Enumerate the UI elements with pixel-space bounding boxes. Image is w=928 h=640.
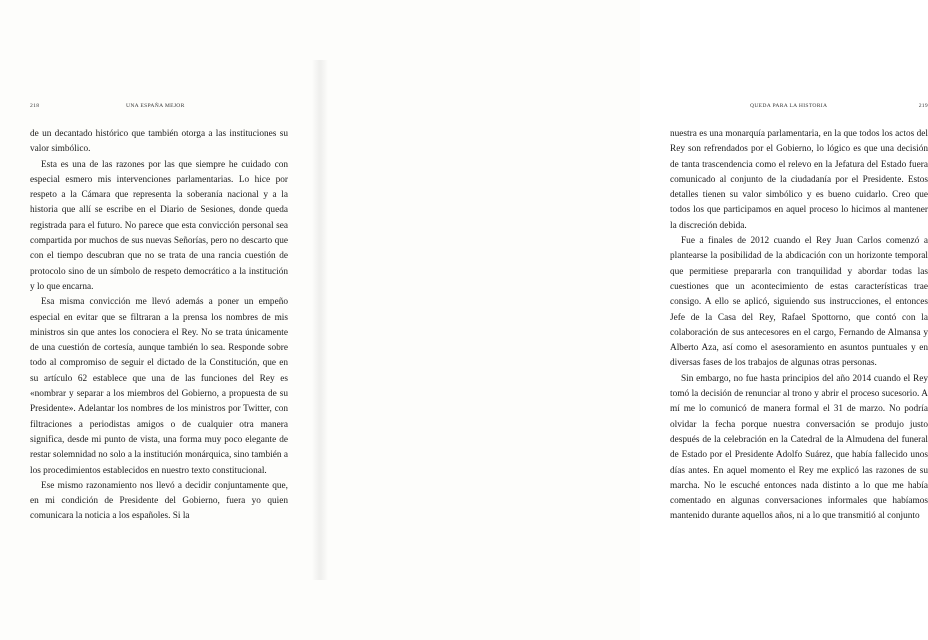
paragraph: Fue a finales de 2012 cuando el Rey Juan Carlos comenzó a plantearse la posibilidad de la abdicación con un horizonte temporal que permitiese prepararla con tranquilidad y abordar todas las cuestiones que un acontecimiento de estas características trae consigo. A ello se aplicó, siguiendo sus instrucciones, el entonces Jefe de la Casa del Rey, Rafael Spottorno, que contó con la colaboración de sus antecesores en el cargo, Fernando de Almansa y Alberto Aza, así como el asesoramiento en asuntos puntuales y en diversas fases de los trabajos de algunas otras personas. bbox=[670, 236, 928, 369]
paragraph: Ese mismo razonamiento nos llevó a decidir conjuntamente que, en mi condición de Presidente del Gobierno, fuera yo quien comunicara la noticia a los españoles. Si la bbox=[30, 480, 288, 522]
left-page bbox=[0, 0, 320, 640]
right-page-header bbox=[670, 103, 928, 113]
right-page-number: 219 bbox=[918, 103, 928, 109]
paragraph: de un decantado histórico que también otorga a las instituciones su valor simbólico. bbox=[30, 129, 288, 155]
left-page-header bbox=[30, 103, 288, 113]
paragraph: Esta es una de las razones por las que siempre he cuidado con especial esmero mis intervenciones parlamentarias. Lo hice por respeto a la Cámara que representa la soberanía nacional y a la historia que allí se escribe en el Diario de Sesiones, donde queda registrada para el futuro. No parece que esta convicción personal sea compartida por muchos de sus nuevas Señorías, pero no descarto que con el tiempo descubran que no se trata de una rancia cuestión de protocolo sino de un símbolo de respeto democrático a la institución y lo que encarna. bbox=[30, 159, 288, 292]
paragraph: Esa misma convicción me llevó además a poner un empeño especial en evitar que se filtraran a la prensa los nombres de mis ministros sin que antes los conociera el Rey. No se trata únicamente de una cuestión de cortesía, aunque también lo sea. Responde sobre todo al compromiso de seguir el dictado de la Constitución, que en su artículo 62 establece que una de las funciones del Rey es «nombrar y separar a los miembros del Gobierno, a propuesta de su Presidente». Adelantar los nombres de los ministros por Twitter, con filtraciones a periodistas amigos o de cualquier otra manera significa, desde mi punto de vista, una forma muy poco elegante de restar solemnidad no solo a la institución monárquica, sino también a los procedimientos establecidos en nuestro texto constitucional. bbox=[30, 297, 288, 476]
left-running-title: UNA ESPAÑA MEJOR bbox=[126, 103, 185, 109]
right-page bbox=[320, 0, 928, 640]
right-page-text bbox=[670, 127, 928, 525]
book-gutter-shadow bbox=[312, 60, 328, 580]
paragraph: nuestra es una monarquía parlamentaria, en la que todos los actos del Rey son refrendados por el Gobierno, lo lógico es que una decisión de tanta trascendencia como el relevo en la Jefatura del Estado fuera comunicado al conjunto de la ciudadanía por el Presidente. Estos detalles tienen su valor simbólico y es bueno cuidarlo. Creo que todos los que participamos en aquel proceso lo hicimos al mantener la discreción debida. bbox=[670, 129, 928, 231]
left-page-number: 218 bbox=[30, 103, 40, 109]
left-page-text bbox=[30, 127, 288, 525]
paragraph: Sin embargo, no fue hasta principios del año 2014 cuando el Rey tomó la decisión de renunciar al trono y abrir el proceso sucesorio. A mí me lo comunicó de manera formal el 31 de marzo. No podría olvidar la fecha porque nuestra conversación se produjo justo después de la celebración en la Catedral de la Almudena del funeral de Estado por el Presidente Adolfo Suárez, que había fallecido unos días antes. En aquel momento el Rey me explicó las razones de su marcha. No le escuché entonces nada distinto a lo que me había comentado en algunas conversaciones informales que habíamos mantenido durante aquellos años, ni a lo que transmitió al conjunto bbox=[670, 373, 928, 522]
right-running-title: QUEDA PARA LA HISTORIA bbox=[750, 103, 828, 109]
